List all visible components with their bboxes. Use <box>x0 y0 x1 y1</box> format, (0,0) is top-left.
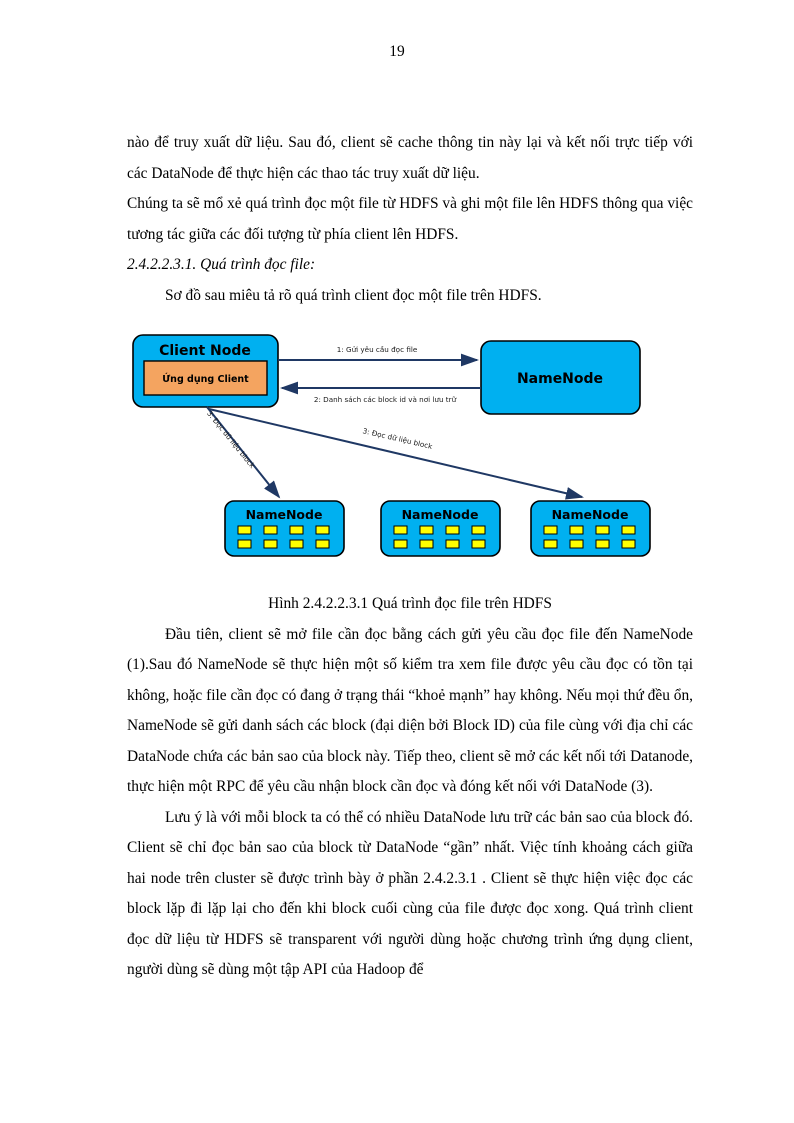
datanode-label: NameNode <box>245 507 323 522</box>
arrow-4-line <box>209 409 582 497</box>
datanode-box-2 <box>381 501 500 556</box>
client-node-title: Client Node <box>159 343 251 359</box>
client-app-label: Ứng dụng Client <box>162 374 249 385</box>
arrow-2-label: 2: Danh sách các block id và nơi lưu trữ <box>313 395 457 404</box>
page-number: 19 <box>389 43 405 60</box>
datanode-box-1 <box>225 501 344 556</box>
figure-caption: Hình 2.4.2.2.3.1 Quá trình đọc file trên HDFS <box>268 595 552 612</box>
arrow-4-read-block-far <box>209 409 582 497</box>
arrow-1-request <box>278 345 477 360</box>
datanode-label: NameNode <box>551 507 629 522</box>
paragraph-4: Đầu tiên, client sẽ mở file cần đọc bằng cách gửi yêu cầu đọc file đến NameNode (1).Sau đó NameNode sẽ thực hiện một số kiểm tra xem file được yêu cầu đọc có tồn tại không, hoặc file cần đọc có đang ở trạng thái “khoẻ mạnh” hay không. Nếu mọi thứ đều ổn, NameNode sẽ gửi danh sách các block (đại diện bởi Block ID) của file cùng với địa chỉ các DataNode chứa các bản sao của block này. Tiếp theo, client sẽ mở các kết nối tới Datanode, thực hiện một RPC để yêu cầu nhận block cần đọc và đóng kết nối với DataNode (3). <box>127 625 693 795</box>
datanode-label: NameNode <box>401 507 479 522</box>
diagram-canvas <box>127 329 693 581</box>
arrow-3-label: 3: Đọc dữ liệu block <box>205 408 257 470</box>
namenode-label: NameNode <box>516 371 604 387</box>
section-heading: 2.4.2.2.3.1. Quá trình đọc file: <box>127 256 316 273</box>
arrow-4-label: 3: Đọc dữ liệu block <box>361 426 434 451</box>
paragraph-1: nào để truy xuất dữ liệu. Sau đó, client sẽ cache thông tin này lại và kết nối trực tiếp với các DataNode để thực hiện các thao tác truy xuất dữ liệu. <box>127 134 693 182</box>
arrow-2-blocklist <box>282 388 481 404</box>
paragraph-2: Chúng ta sẽ mổ xẻ quá trình đọc một file từ HDFS và ghi một file lên HDFS thông qua việc tương tác giữa các đối tượng từ phía client lên HDFS. <box>127 195 693 243</box>
arrow-1-label: 1: Gửi yêu cầu đọc file <box>336 345 418 354</box>
client-node-box <box>133 335 278 407</box>
paragraph-5: Lưu ý là với mỗi block ta có thể có nhiều DataNode lưu trữ các bản sao của block đó. Client sẽ chỉ đọc bản sao của block từ DataNode “gần” nhất. Việc tính khoảng cách giữa hai node trên cluster sẽ được trình bày ở phần 2.4.2.3.1 . Client sẽ thực hiện việc đọc các block lặp đi lặp lại cho đến khi block cuối cùng của file được đọc xong. Quá trình client đọc dữ liệu từ HDFS sẽ transparent với người dùng hoặc chương trình ứng dụng client, người dùng sẽ dùng một tập API của Hadoop để <box>127 808 693 978</box>
datanode-box-3 <box>531 501 650 556</box>
paragraph-3: Sơ đồ sau miêu tả rõ quá trình client đọc một file trên HDFS. <box>165 286 542 304</box>
hdfs-read-process-diagram <box>127 329 693 581</box>
arrow-3-read-block-near <box>205 407 279 497</box>
page-content <box>127 128 693 986</box>
namenode-box <box>481 341 640 414</box>
